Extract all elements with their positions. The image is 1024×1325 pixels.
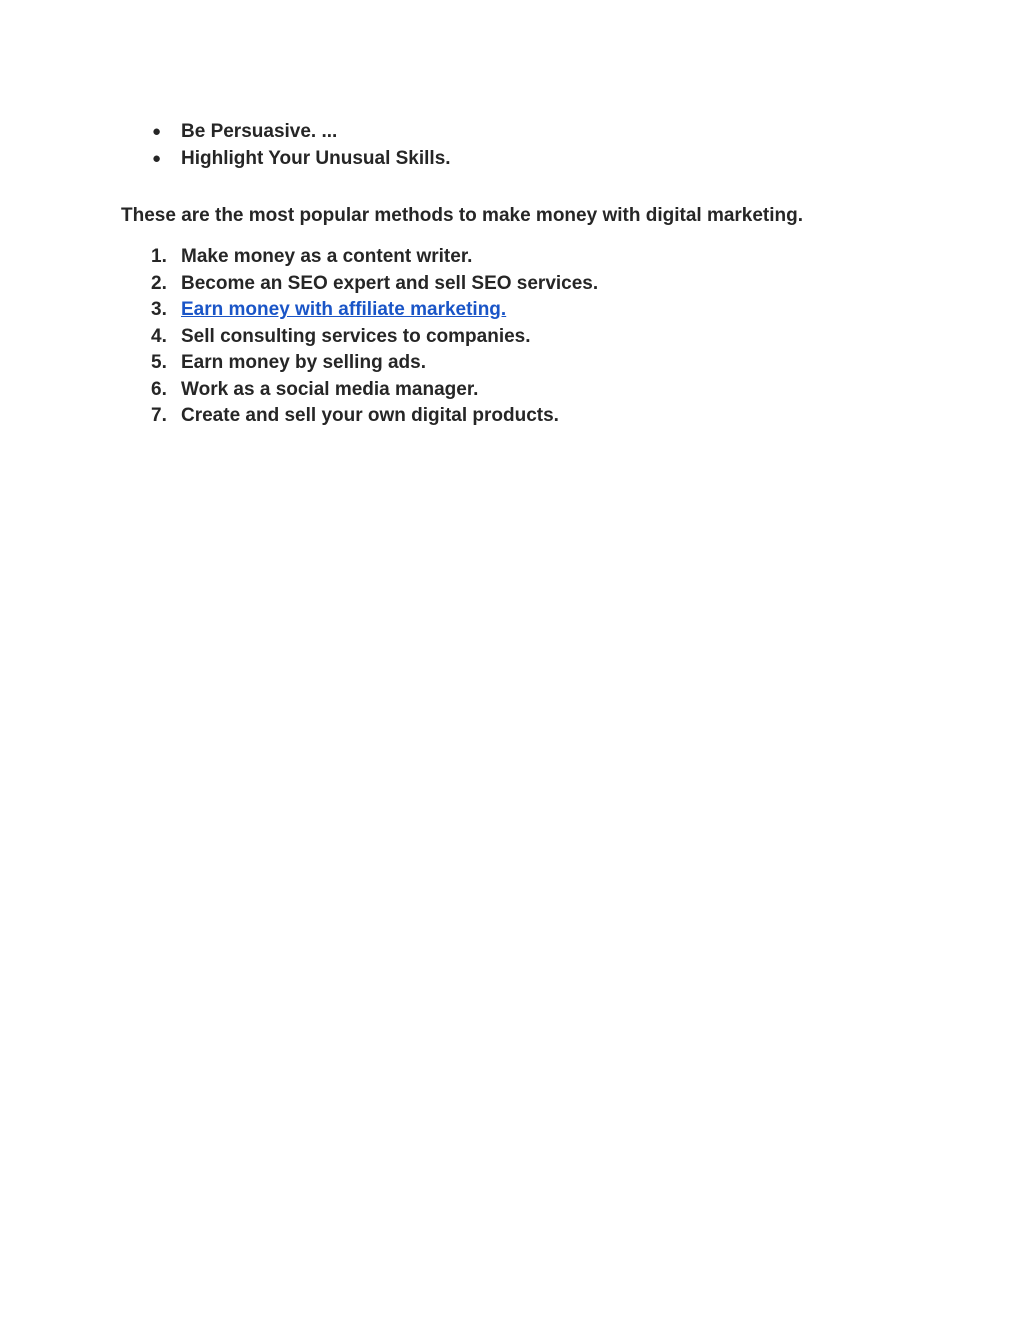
bullet-marker: ●	[152, 123, 162, 140]
list-number: 4.	[151, 326, 167, 347]
list-number: 2.	[151, 273, 167, 294]
affiliate-marketing-link[interactable]: Earn money with affiliate marketing.	[181, 299, 507, 320]
list-number: 5.	[151, 352, 167, 373]
list-number: 3.	[151, 299, 167, 320]
list-item: Create and sell your own digital products.	[181, 405, 559, 426]
list-number: 6.	[151, 379, 167, 400]
bullet-item: Be Persuasive. ...	[181, 121, 338, 142]
list-number: 7.	[151, 405, 167, 426]
list-number: 1.	[151, 246, 167, 267]
list-item: Work as a social media manager.	[181, 379, 479, 400]
bullet-item: Highlight Your Unusual Skills.	[181, 148, 451, 169]
list-item: Become an SEO expert and sell SEO services.	[181, 273, 599, 294]
list-item: Make money as a content writer.	[181, 246, 473, 267]
bullet-marker: ●	[152, 150, 162, 167]
list-item: Sell consulting services to companies.	[181, 326, 531, 347]
list-item: Earn money by selling ads.	[181, 352, 426, 373]
intro-paragraph: These are the most popular methods to make money with digital marketing.	[121, 205, 804, 226]
